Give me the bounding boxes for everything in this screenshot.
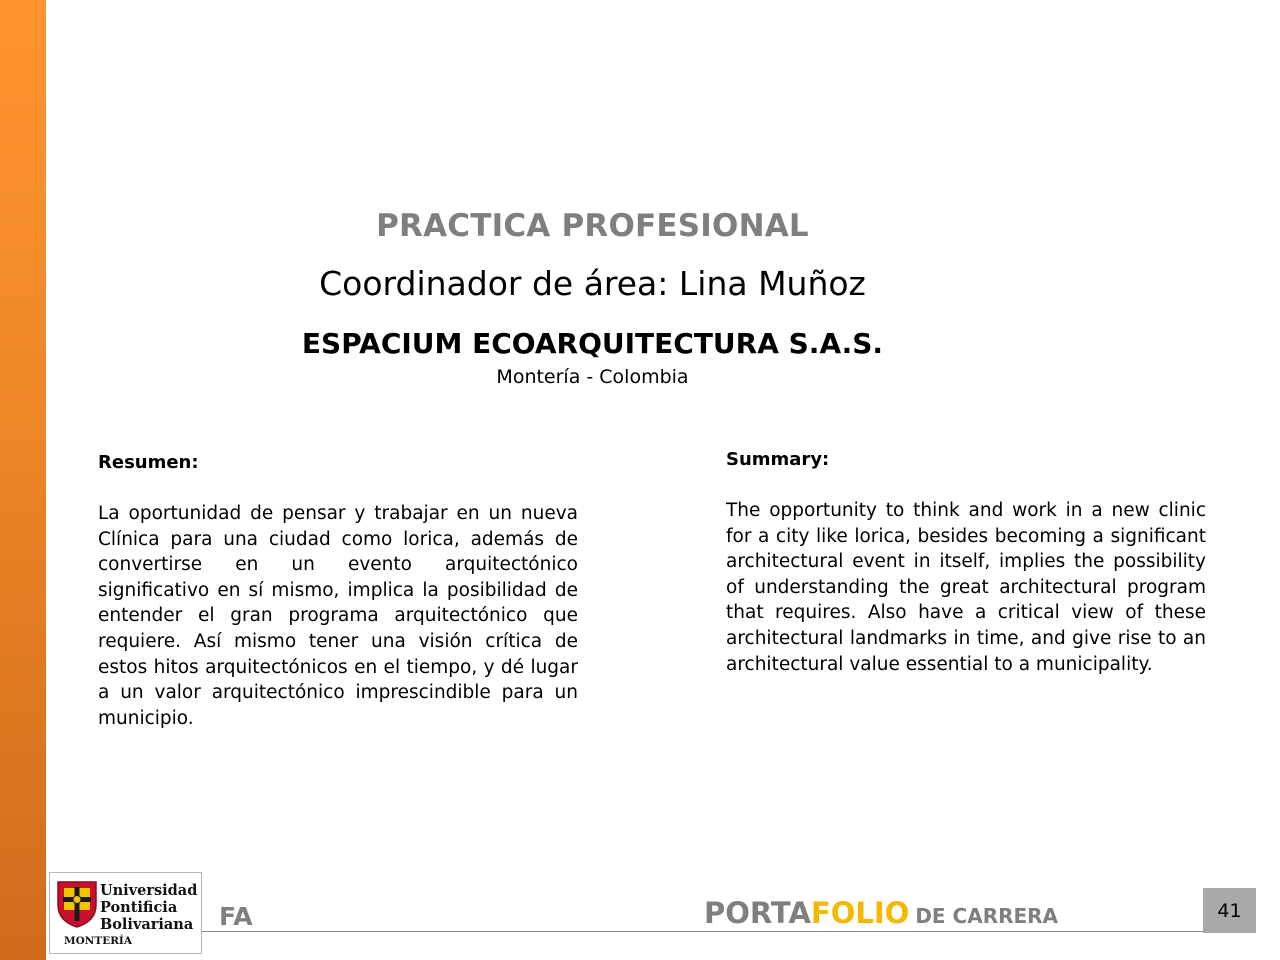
footer-divider: [202, 931, 1204, 932]
page-title: PRACTICA PROFESIONAL: [376, 208, 809, 244]
resumen-section: [98, 452, 578, 731]
faculty-label: FA: [219, 902, 253, 931]
brand-folio: FOLIO: [810, 896, 910, 930]
summary-section: [726, 449, 1206, 677]
logo-city: MONTERÍA: [64, 935, 132, 947]
page-number: 41: [1203, 888, 1256, 933]
portfolio-brand: [704, 896, 1058, 930]
coordinator-line: Coordinador de área: Lina Muñoz: [319, 264, 866, 303]
university-logo: [49, 872, 202, 954]
logo-line-1: Universidad: [100, 882, 198, 899]
university-shield-icon: [54, 879, 100, 929]
company-location: Montería - Colombia: [496, 366, 689, 388]
logo-line-3: Bolivariana: [100, 916, 194, 933]
resumen-body: La oportunidad de pensar y trabajar en un nueva Clínica para una ciudad como lorica, además de convertirse en un evento arquitectónico significativo en sí mismo, implica la posibilidad de entender el gran programa arquitectónico que requiere. Así mismo tener una visión crítica de estos hitos arquitectónicos en el tiempo, y dé lugar a un valor arquitectónico imprescindible para un municipio.: [98, 503, 578, 729]
resumen-heading: Resumen:: [98, 452, 199, 473]
summary-heading: Summary:: [726, 449, 830, 470]
side-accent-bar: [0, 0, 46, 960]
brand-de-carrera: DE CARRERA: [915, 904, 1059, 928]
brand-porta: PORTA: [704, 896, 811, 930]
company-name: ESPACIUM ECOARQUITECTURA S.A.S.: [301, 327, 884, 360]
logo-line-2: Pontificia: [100, 899, 178, 916]
summary-body: The opportunity to think and work in a new clinic for a city like lorica, besides becoming a significant architectural event in itself, implies the possibility of understanding the great architectural program that requires. Also have a critical view of these architectural landmarks in time, and give rise to an architectural value essential to a municipality.: [726, 500, 1206, 675]
university-name: [100, 882, 200, 933]
